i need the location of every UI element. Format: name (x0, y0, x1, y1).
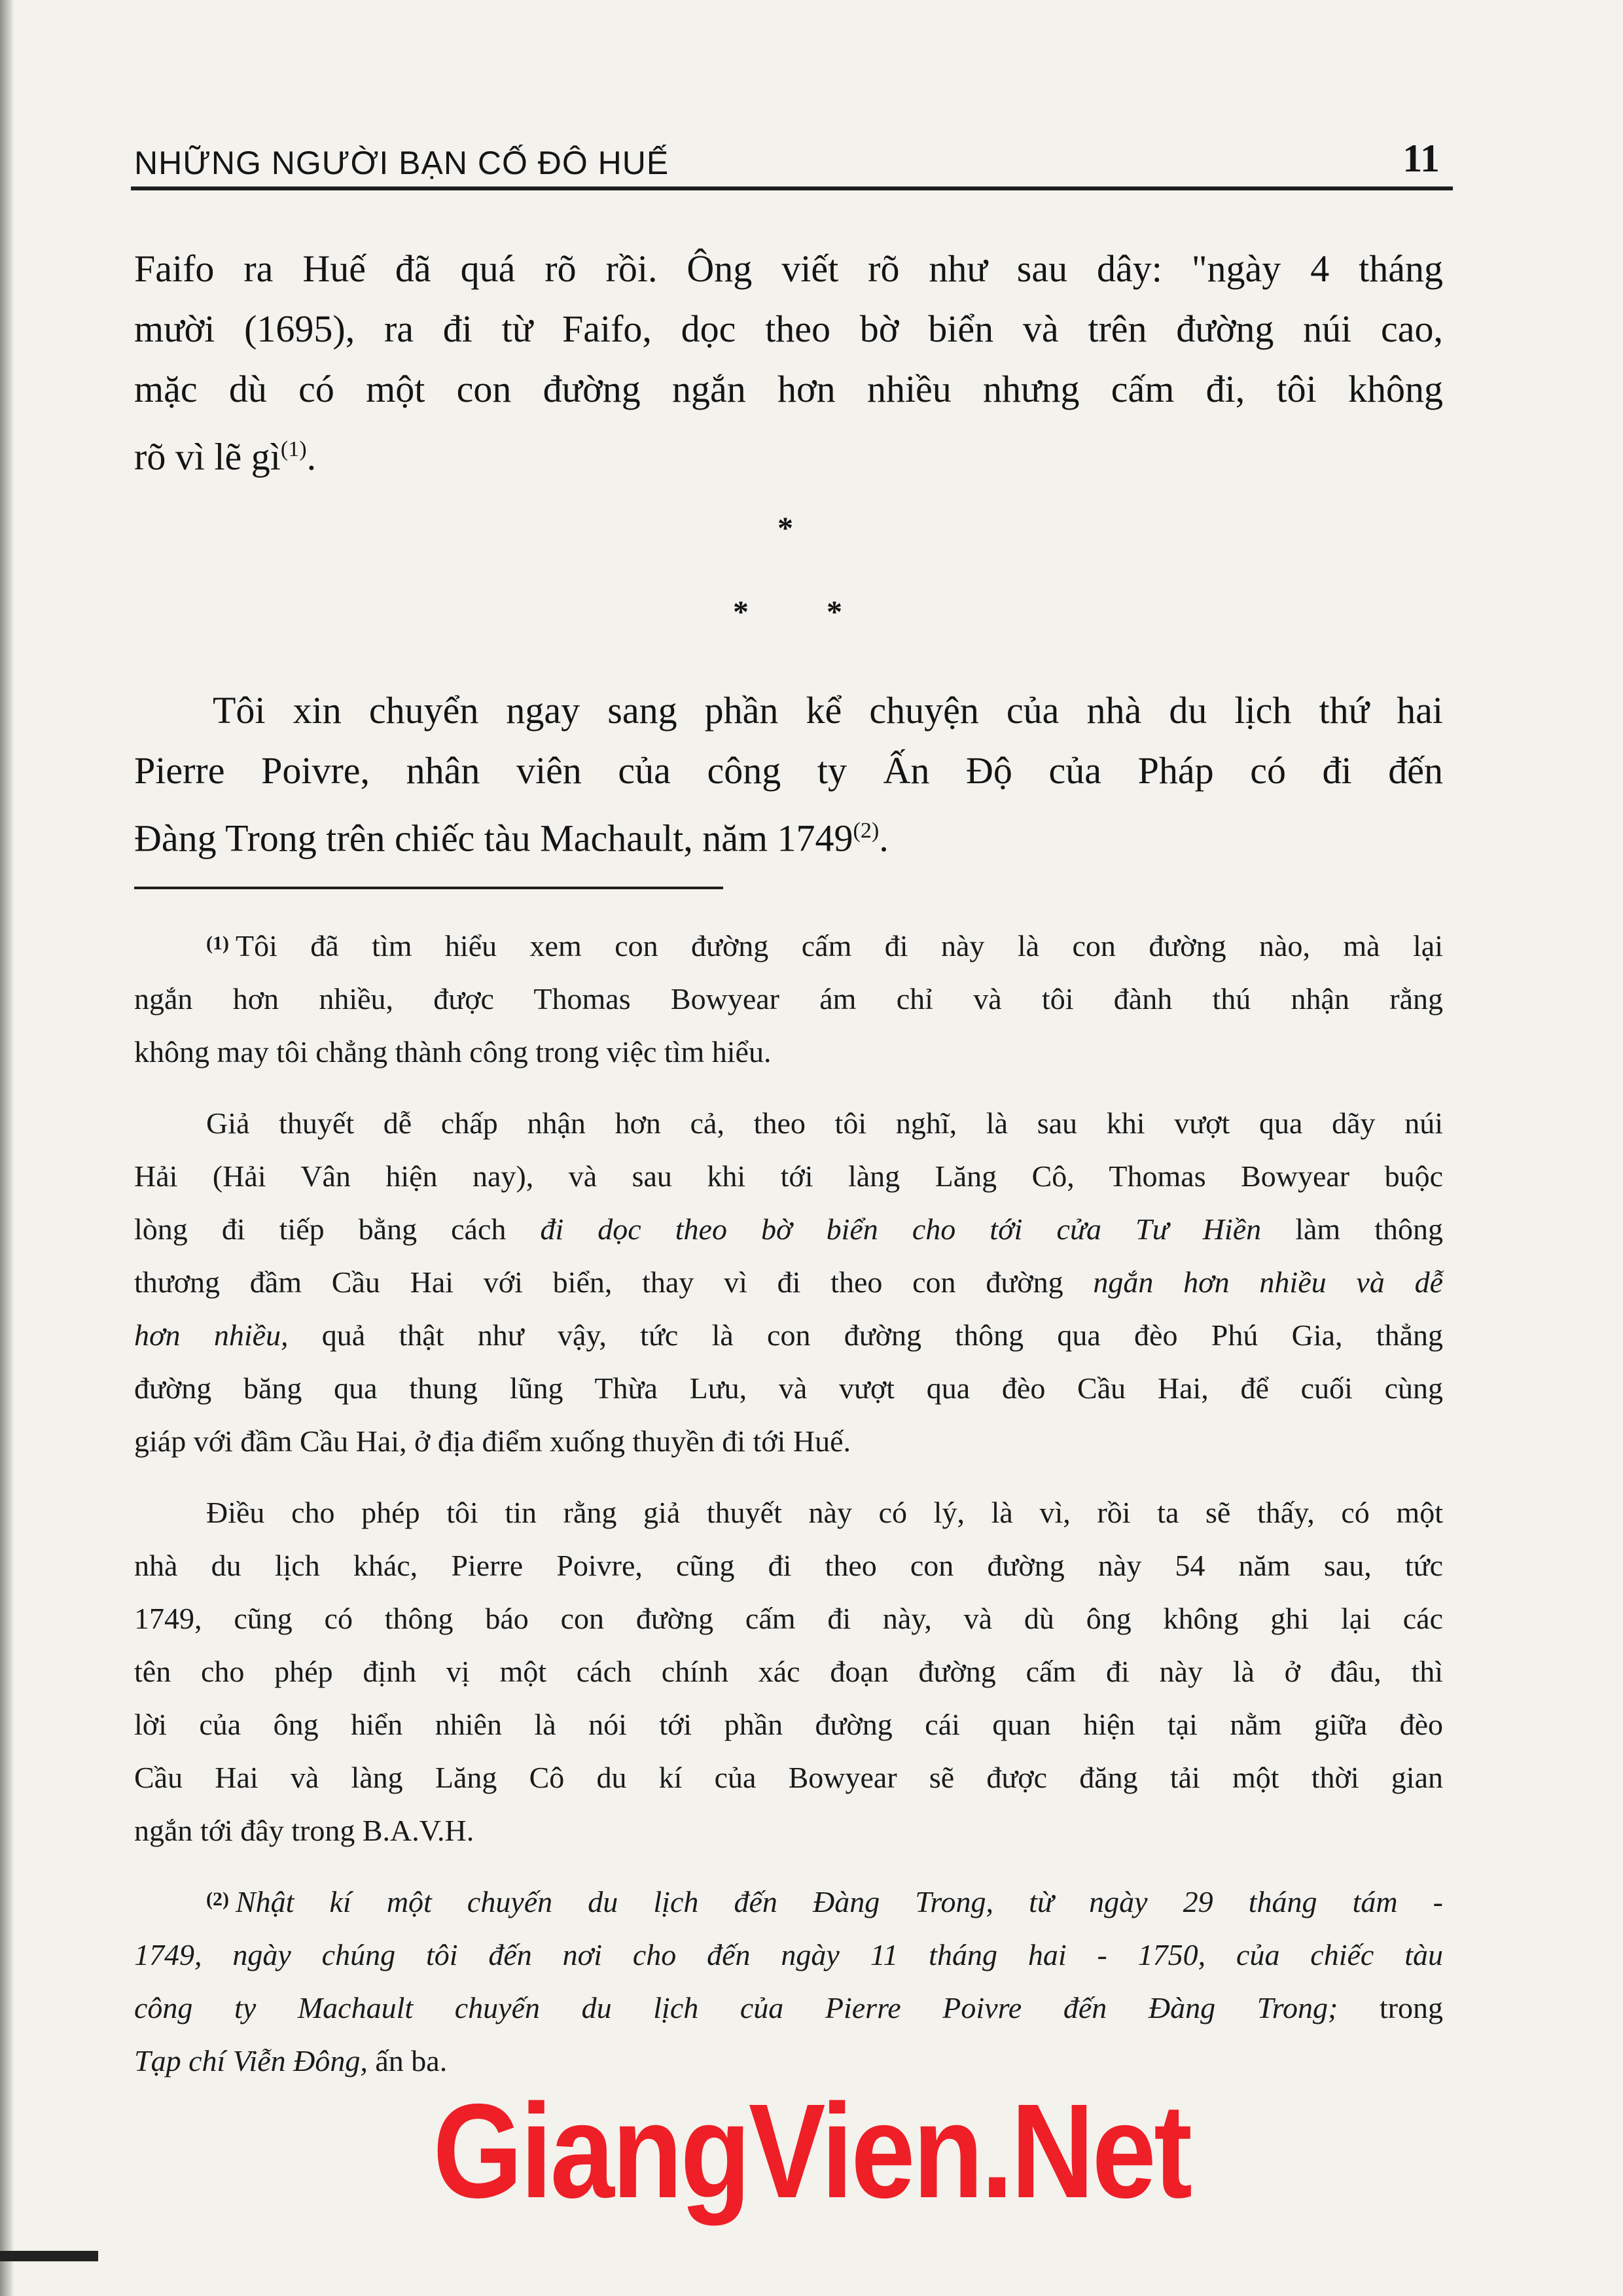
watermark-logo: GiangVien.Net (433, 2076, 1190, 2226)
footnote-line (134, 1309, 1443, 1362)
page-edge-shadow (0, 0, 14, 2296)
page-number: 11 (1402, 137, 1440, 180)
footnote-text: thương đầm Cầu Hai với biển, thay vì đi theo con đường (134, 1265, 1094, 1299)
footnote-1-paragraph-2 (134, 1097, 1443, 1468)
paragraph-2-line: Tôi xin chuyển ngay sang phần kể chuyện của nhà du lịch thứ hai (213, 689, 1443, 732)
paragraph-1-last-text: rõ vì lẽ gì (134, 435, 281, 478)
footnote-line: lời của ông hiển nhiên là nói tới phần đường cái quan hiện tại nằm giữa đèo (134, 1708, 1443, 1741)
footnote-italic-text: công ty Machault chuyến du lịch của Pierre Poivre đến Đàng Trong; (134, 1991, 1338, 2024)
footnote-line: Hải (Hải Vân hiện nay), và sau khi tới làng Lăng Cô, Thomas Bowyear buộc (134, 1159, 1443, 1193)
footnote-line: tên cho phép định vị một cách chính xác đoạn đường cấm đi này là ở đâu, thì (134, 1655, 1443, 1688)
running-header (134, 131, 1453, 190)
paragraph-1-line: Faifo ra Huế đã quá rõ rồi. Ông viết rõ như sau dây: "ngày 4 tháng (134, 247, 1443, 290)
footnote-line (134, 1256, 1443, 1309)
footnote-line: 1749, cũng có thông báo con đường cấm đi này, và dù ông không ghi lại các (134, 1602, 1443, 1635)
footnote-1 (134, 919, 1443, 1078)
footnote-line: ngắn hơn nhiều, được Thomas Bowyear ám chỉ và tôi đành thú nhận rằng (134, 982, 1443, 1016)
paragraph-1-line (134, 419, 1443, 487)
asterism-star: * (777, 511, 793, 546)
running-header-title: NHỮNG NGƯỜI BẠN CỐ ĐÔ HUẾ (134, 145, 669, 181)
paragraph-1-line: mười (1695), ra đi từ Faifo, dọc theo bờ biển và trên đường núi cao, (134, 308, 1443, 350)
footnote-line: đường băng qua thung lũng Thừa Lưu, và vượt qua đèo Cầu Hai, để cuối cùng (134, 1371, 1443, 1405)
footnote-separator (134, 887, 723, 889)
scan-edge-mark (0, 2251, 98, 2261)
footnote-2 (134, 1875, 1443, 2087)
footnote-italic-text: đi dọc theo bờ biển cho tới cửa Tư Hiền (540, 1212, 1262, 1246)
paragraph-1-line: mặc dù có một con đường ngắn hơn nhiều nhưng cấm đi, tôi không (134, 368, 1443, 410)
section-asterism (0, 510, 1623, 641)
footnote-italic-text: ngắn hơn nhiều và dễ (1093, 1265, 1443, 1299)
paragraph-1-end: . (306, 435, 317, 478)
footnote-text: lòng đi tiếp bằng cách (134, 1212, 541, 1246)
footnote-ref-1: (1) (280, 437, 307, 461)
footnote-line (134, 1203, 1443, 1256)
footnote-line: Cầu Hai và làng Lăng Cô du kí của Bowyear sẽ được đăng tải một thời gian (134, 1761, 1443, 1794)
footnote-1-mark: (1) (206, 932, 229, 954)
footnote-line: không may tôi chẳng thành công trong việc tìm hiểu. (134, 1035, 772, 1069)
footnote-line: nhà du lịch khác, Pierre Poivre, cũng đi theo con đường này 54 năm sau, tức (134, 1549, 1443, 1582)
footnote-2-mark: (2) (206, 1888, 229, 1910)
footnote-line (134, 1981, 1443, 2034)
paragraph-1 (134, 239, 1443, 487)
header-rule (131, 186, 1453, 190)
paragraph-2-last-text: Đàng Trong trên chiếc tàu Machault, năm 1749 (134, 817, 853, 860)
footnote-text: trong (1338, 1991, 1443, 2024)
asterism-star: * (733, 595, 749, 629)
footnote-italic-text: Tạp chí Viễn Đông, (134, 2044, 368, 2077)
asterism-star: * (827, 595, 842, 629)
paragraph-2 (134, 680, 1443, 868)
footnote-line: giáp với đầm Cầu Hai, ở địa điểm xuống thuyền đi tới Huế. (134, 1424, 851, 1458)
footnote-line: Giả thuyết dễ chấp nhận hơn cả, theo tôi nghĩ, là sau khi vượt qua dãy núi (206, 1106, 1443, 1140)
footnote-line (134, 1875, 1443, 1928)
footnote-italic-text: Nhật kí một chuyến du lịch đến Đàng Trong, từ ngày 29 tháng tám - (235, 1885, 1443, 1918)
footnote-line: Điều cho phép tôi tin rằng giả thuyết này có lý, là vì, rồi ta sẽ thấy, có một (206, 1496, 1443, 1529)
footnote-text: làm thông (1261, 1212, 1443, 1246)
paragraph-2-line (134, 801, 1443, 868)
footnote-line (134, 1928, 1443, 1981)
footnote-text: ấn ba. (367, 2044, 448, 2077)
footnote-italic-text: hơn nhiều, (134, 1318, 289, 1352)
footnote-ref-2: (2) (853, 819, 880, 843)
footnote-1-text: Tôi đã tìm hiểu xem con đường cấm đi này là con đường nào, mà lại (235, 929, 1443, 963)
footnote-italic-text: 1749, ngày chúng tôi đến nơi cho đến ngày 11 tháng hai - 1750, của chiếc tàu (134, 1938, 1443, 1971)
footnote-line (134, 919, 1443, 972)
footnote-line: ngắn tới đây trong B.A.V.H. (134, 1814, 474, 1847)
footnote-1-paragraph-3 (134, 1486, 1443, 1857)
paragraph-2-line: Pierre Poivre, nhân viên của công ty Ấn Độ của Pháp có đi đến (134, 749, 1443, 792)
paragraph-2-end: . (879, 817, 889, 860)
footnote-text: quả thật như vậy, tức là con đường thông qua đèo Phú Gia, thẳng (288, 1318, 1443, 1352)
footnotes (134, 919, 1443, 2106)
